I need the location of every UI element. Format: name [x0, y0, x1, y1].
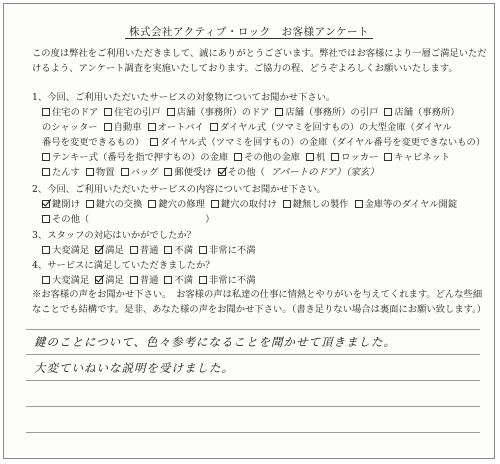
- question-3: [32, 228, 486, 258]
- checkbox-option[interactable]: [164, 275, 193, 286]
- checkbox-option[interactable]: [384, 107, 459, 118]
- checked-box-icon[interactable]: [218, 168, 226, 176]
- checkbox-option[interactable]: [104, 107, 161, 118]
- option-label: 鍵穴の取付け: [220, 199, 277, 210]
- option-label: 普通: [139, 275, 159, 286]
- handwritten-comment: 鍵のことについて、色々参考になることを聞かせて頂きました。: [34, 335, 397, 349]
- checkbox-option[interactable]: [283, 199, 349, 210]
- checked-box-icon[interactable]: [95, 276, 103, 284]
- checkbox-option[interactable]: [218, 167, 265, 178]
- checkbox-icon[interactable]: [42, 276, 50, 284]
- checkbox-option[interactable]: [234, 152, 300, 163]
- intro-text: [32, 46, 487, 76]
- checkbox-option[interactable]: [42, 275, 89, 286]
- option-row: [32, 212, 486, 227]
- comment-request-text: [32, 287, 487, 317]
- checkbox-icon[interactable]: [86, 168, 94, 176]
- question-1-options: [32, 105, 486, 180]
- option-label: 鍵穴の交換: [95, 199, 143, 210]
- option-row: [32, 135, 486, 150]
- checkbox-option[interactable]: [42, 122, 98, 133]
- option-label: バッグ: [130, 167, 159, 178]
- option-label: 物置: [95, 167, 115, 178]
- checkbox-option[interactable]: [104, 122, 142, 133]
- checkbox-option[interactable]: [42, 152, 228, 163]
- ruled-line: [26, 354, 480, 355]
- option-label: その他（: [227, 167, 265, 178]
- option-label: 鍵開け: [52, 199, 80, 210]
- checkbox-option[interactable]: [355, 199, 458, 210]
- option-label: 机: [315, 152, 326, 163]
- checkbox-icon[interactable]: [275, 108, 283, 116]
- handwritten-comment: 大変ていねいな説明を受けました。: [34, 361, 234, 375]
- question-2-options: [32, 197, 486, 227]
- question-1-label: 1、今回、ご利用いただいたサービスの対象物についてお聞かせ下さい。: [32, 92, 336, 103]
- question-4: [32, 258, 486, 288]
- option-label: ロッカー: [341, 152, 379, 163]
- option-label: キャビネット: [394, 152, 451, 163]
- checkbox-icon[interactable]: [384, 108, 392, 116]
- checkbox-icon[interactable]: [331, 153, 339, 161]
- option-row: [32, 150, 486, 165]
- option-label: その他（: [52, 214, 90, 225]
- checkbox-option[interactable]: [130, 275, 159, 286]
- ruled-line: [26, 329, 480, 330]
- checkbox-icon[interactable]: [148, 123, 156, 131]
- checkbox-option[interactable]: [306, 152, 325, 163]
- handwritten-other-answer: アパートのドア）（家玄）: [270, 167, 380, 178]
- question-3-options: [32, 243, 486, 258]
- option-label: 大変満足: [52, 245, 90, 256]
- checkbox-icon[interactable]: [121, 168, 129, 176]
- survey-sheet: [3, 3, 495, 459]
- checkbox-icon[interactable]: [211, 200, 219, 208]
- checkbox-option[interactable]: [95, 245, 124, 256]
- option-row: [32, 120, 486, 135]
- other-close-paren: ）: [205, 214, 215, 225]
- checkbox-icon[interactable]: [199, 276, 207, 284]
- option-label: その他の金庫: [244, 152, 300, 163]
- question-4-label: 4、サービスに満足していただきましたか？: [32, 260, 215, 271]
- option-row: [32, 165, 486, 180]
- note-line: ※お客様の声をお聞かせ下さい。 お客様の声は私達の仕事に情熱とやりがいを与えてくれます。どんな些細: [32, 289, 483, 300]
- option-label: 住宅のドア: [52, 107, 99, 118]
- option-label: たんす: [52, 167, 80, 178]
- checkbox-option[interactable]: [42, 137, 144, 148]
- option-label: 非常に不満: [209, 245, 256, 256]
- note-line: なことでも結構です。是非、あなた様の声をお聞かせ下さい。（書き足りない場合は裏面にお願い致します。）: [32, 304, 487, 315]
- intro-line: この度は弊社をご利用いただきまして、誠にありがとうございます。弊社ではお客様により一層ご満足いただ: [32, 48, 487, 59]
- option-label: 非常に不満: [209, 275, 256, 286]
- checkbox-option[interactable]: [211, 199, 277, 210]
- checkbox-icon[interactable]: [306, 153, 314, 161]
- checkbox-option[interactable]: [121, 167, 159, 178]
- option-label: オートバイ: [157, 122, 204, 133]
- option-label: 店舗（事務所）のドア: [176, 107, 270, 118]
- checkbox-option[interactable]: [42, 167, 80, 178]
- survey-title: 株式会社アクティブ・ロック お客様アンケート: [4, 24, 494, 39]
- checkbox-icon[interactable]: [86, 200, 94, 208]
- checkbox-icon[interactable]: [167, 108, 175, 116]
- checkbox-option[interactable]: [164, 245, 193, 256]
- option-label: 満足: [105, 275, 124, 286]
- option-label: 満足: [105, 245, 124, 256]
- question-1: [32, 90, 486, 180]
- checkbox-option[interactable]: [199, 245, 256, 256]
- option-label: 店舗（事務所）の引戸: [285, 107, 379, 118]
- checkbox-option[interactable]: [86, 199, 143, 210]
- question-2-label: 2、今回、ご利用いただいたサービスの内容についてお聞かせ下さい。: [32, 184, 326, 195]
- intro-line: けるよう、アンケート調査を実施いたしております。ご協力の程、どうぞよろしくお願いいたします。: [32, 63, 458, 74]
- checkbox-icon[interactable]: [104, 108, 112, 116]
- option-label: 金庫等のダイヤル開錠: [364, 199, 458, 210]
- checked-box-icon[interactable]: [42, 200, 50, 208]
- checkbox-option[interactable]: [331, 152, 378, 163]
- checkbox-option[interactable]: [42, 245, 89, 256]
- checkbox-option[interactable]: [148, 199, 205, 210]
- option-label: 自動車: [113, 122, 142, 133]
- checkbox-icon[interactable]: [210, 123, 218, 131]
- checkbox-icon[interactable]: [164, 168, 172, 176]
- question-2: [32, 182, 486, 227]
- checkbox-option[interactable]: [199, 275, 256, 286]
- ruled-line: [26, 406, 480, 407]
- checkbox-icon[interactable]: [150, 138, 158, 146]
- question-3-label: 3、スタッフの対応はいかがでしたか？: [32, 230, 196, 241]
- option-label: 番号を変更できるもの）: [42, 137, 145, 148]
- checkbox-option[interactable]: [42, 199, 80, 210]
- option-label: 郵便受け: [174, 167, 212, 178]
- question-4-options: [32, 273, 486, 288]
- option-label: 住宅の引戸: [114, 107, 161, 118]
- checkbox-icon[interactable]: [130, 276, 138, 284]
- option-label: ダイヤル式（ツマミを回すもの）の金庫（ダイヤル番号を変更できないもの）: [160, 137, 486, 148]
- checkbox-icon[interactable]: [42, 215, 50, 223]
- checkbox-icon[interactable]: [199, 246, 207, 254]
- ruled-line: [26, 380, 480, 381]
- checkbox-option[interactable]: [164, 167, 211, 178]
- checkbox-option[interactable]: [86, 167, 115, 178]
- option-label: のシャッター: [42, 122, 98, 133]
- option-label: 大変満足: [52, 275, 90, 286]
- checked-box-icon[interactable]: [95, 246, 103, 254]
- checkbox-option[interactable]: [150, 137, 485, 148]
- option-label: 鍵穴の修理: [158, 199, 205, 210]
- option-label: テンキー式（番号を指で押すもの）の金庫: [52, 152, 229, 163]
- checkbox-option[interactable]: [95, 275, 124, 286]
- checkbox-option[interactable]: [167, 107, 270, 118]
- option-row: [32, 105, 486, 120]
- checkbox-icon[interactable]: [283, 200, 291, 208]
- option-label: 不満: [174, 275, 194, 286]
- option-label: 不満: [174, 245, 194, 256]
- checkbox-icon[interactable]: [42, 153, 50, 161]
- checkbox-icon[interactable]: [164, 246, 172, 254]
- option-label: 普通: [139, 245, 159, 256]
- checkbox-icon[interactable]: [234, 153, 242, 161]
- option-label: 鍵無しの製作: [292, 199, 349, 210]
- checkbox-icon[interactable]: [42, 246, 50, 254]
- option-row: [32, 197, 486, 212]
- checkbox-icon[interactable]: [130, 246, 138, 254]
- checkbox-option[interactable]: [42, 214, 89, 225]
- checkbox-icon[interactable]: [42, 168, 50, 176]
- checkbox-icon[interactable]: [104, 123, 112, 131]
- checkbox-icon[interactable]: [355, 200, 363, 208]
- checkbox-option[interactable]: [275, 107, 378, 118]
- checkbox-icon[interactable]: [42, 108, 50, 116]
- checkbox-option[interactable]: [130, 245, 159, 256]
- ruled-line: [26, 432, 480, 433]
- checkbox-option[interactable]: [384, 152, 450, 163]
- checkbox-icon[interactable]: [148, 200, 156, 208]
- checkbox-icon[interactable]: [384, 153, 392, 161]
- checkbox-option[interactable]: [42, 107, 98, 118]
- option-label: 店舗（事務所）: [394, 107, 460, 118]
- checkbox-option[interactable]: [148, 122, 204, 133]
- checkbox-icon[interactable]: [164, 276, 172, 284]
- checkbox-option[interactable]: [210, 122, 452, 133]
- option-label: ダイヤル式（ツマミを回すもの）の大型金庫（ダイヤル: [219, 122, 452, 133]
